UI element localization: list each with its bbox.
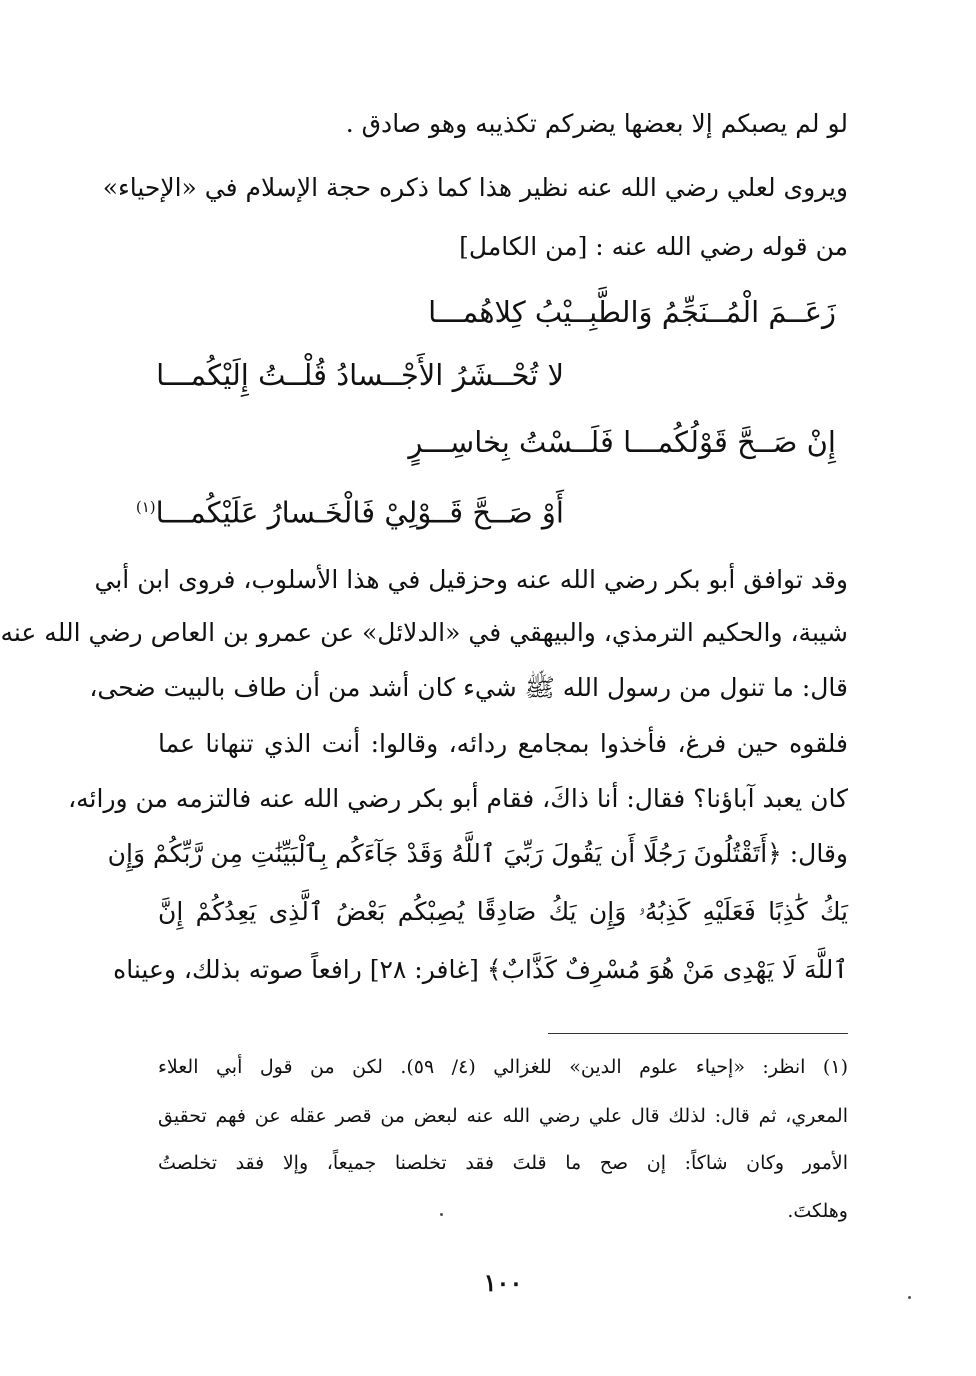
- footnote-reference: (١): [135, 498, 156, 516]
- body-line: ويروى لعلي رضي الله عنه نظير هذا كما ذكره حجة الإسلام في «الإحياء»: [102, 173, 848, 202]
- scan-speck: [908, 1296, 911, 1299]
- paragraph-line: قال: ما تنول من رسول الله ﷺ شيء كان أشد من أن طاف بالبيت ضحى،: [89, 673, 848, 702]
- poem-verse: لا تُحْــشَرُ الأَجْــسادُ قُلْــتُ إِلَيْكُمـــا: [156, 358, 564, 392]
- quran-verse-line: وقال: ﴿أَتَقْتُلُونَ رَجُلًا أَن يَقُولَ رَبِّيَ ٱللَّهُ وَقَدْ جَآءَكُم بِٱلْبَيِّنَٰتِ مِن رَّبِّكُمْ وَإِن: [107, 839, 848, 868]
- footnote-line: (١) انظر: «إحياء علوم الدين» للغزالي (٤/ ٥٩). لكن من قول أبي العلاء: [158, 1056, 848, 1078]
- poem-verse: زَعَــمَ الْمُــنَجِّمُ وَالطَّبِــيْبُ كِلاهُمـــا: [428, 295, 836, 329]
- footnote-line: وهلكتَ.: [787, 1200, 848, 1222]
- body-line: من قوله رضي الله عنه : [من الكامل]: [459, 232, 848, 261]
- poem-verse: إِنْ صَــحَّ قَوْلُكُمـــا فَلَــسْتُ بِخاسِـــرٍ: [408, 425, 836, 459]
- paragraph-line: شيبة، والحكيم الترمذي، والبيهقي في «الدلائل» عن عمرو بن العاص رضي الله عنه: [0, 618, 848, 647]
- page-number: ١٠٠: [483, 1268, 523, 1297]
- poem-verse-last: [136, 487, 564, 533]
- paragraph-line: وقد توافق أبو بكر رضي الله عنه وحزقيل في هذا الأسلوب، فروى ابن أبي: [94, 565, 848, 594]
- footnote-separator: [548, 1033, 848, 1034]
- footnote-line: المعري، ثم قال: لذلك قال علي رضي الله عنه لبعض من قصر عقله عن فهم تحقيق: [158, 1105, 848, 1127]
- footnote-line: الأمور وكان شاكاً: إن صح ما قلتَ فقد تخلصنا جميعاً، وإلا فقد تخلصتُ: [158, 1152, 848, 1174]
- scan-speck: [440, 1213, 443, 1216]
- quran-verse-line: يَكُ كَٰذِبًا فَعَلَيْهِ كَذِبُهُۥ وَإِن يَكُ صَادِقًا يُصِبْكُم بَعْضُ ٱلَّذِى يَعِدُكُمْ إِنَّ: [158, 897, 848, 926]
- paragraph-line: كان يعبد آباؤنا؟ فقال: أنا ذاكَ، فقام أبو بكر رضي الله عنه فالتزمه من ورائه،: [68, 784, 848, 813]
- quran-verse-line: ٱللَّهَ لَا يَهْدِى مَنْ هُوَ مُسْرِفٌ كَذَّابٌ﴾ [غافر: ٢٨] رافعاً صوته بذلك، وعيناه: [113, 955, 848, 984]
- paragraph-line: فلقوه حين فرغ، فأخذوا بمجامع ردائه، وقالوا: أنت الذي تنهانا عما: [158, 729, 848, 758]
- body-line: لو لم يصبكم إلا بعضها يضركم تكذيبه وهو صادق .: [345, 109, 848, 138]
- poem-verse-text: أَوْ صَــحَّ قَــوْلِيْ فَالْخَـسارُ عَلَيْكُمـــا: [155, 495, 564, 530]
